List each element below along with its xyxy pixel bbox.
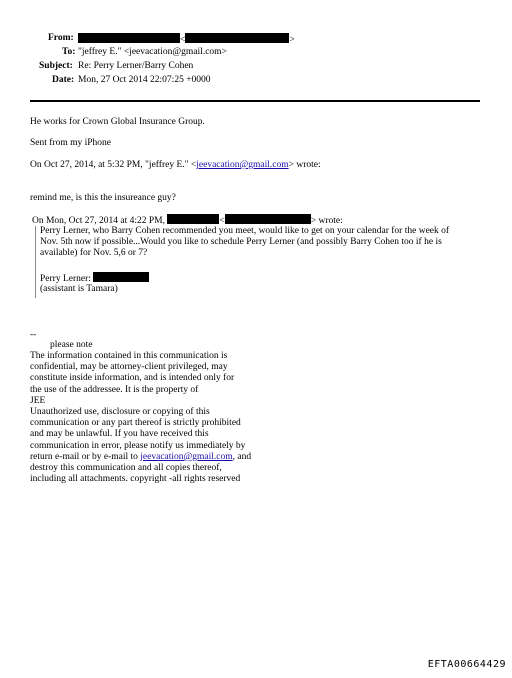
perry-line (40, 272, 149, 284)
document-id: EFTA00664429 (427, 659, 506, 670)
date-value: Mon, 27 Oct 2014 22:07:25 +0000 (78, 75, 211, 85)
quote-intro-prefix: On Oct 27, 2014, at 5:32 PM, "jeffrey E." < (30, 160, 197, 170)
disclaimer-line: communication or any part thereof is strictly prohibited (30, 418, 241, 429)
date-label: Date: (52, 75, 75, 85)
disclaimer-line: the use of the addressee. It is the property of (30, 384, 199, 395)
assistant-line: (assistant is Tamara) (40, 284, 118, 294)
signature-dashes: -- (30, 330, 37, 340)
to-label: To: (62, 47, 76, 57)
reply-text: remind me, is this the insureance guy? (30, 193, 176, 203)
email-link[interactable]: jeevacation@gmail.com (196, 160, 289, 170)
to-value: "jeffrey E." <jeevacation@gmail.com> (78, 47, 227, 57)
subject-value: Re: Perry Lerner/Barry Cohen (78, 61, 194, 71)
disclaimer-line: The information contained in this communication is (30, 351, 228, 361)
inner-intro-prefix: On Mon, Oct 27, 2014 at 4:22 PM, (32, 216, 165, 226)
inner-quote-intro (32, 214, 343, 226)
redaction-box (185, 33, 289, 43)
disclaimer-line: constitute inside information, and is intended only for (30, 373, 235, 384)
disclaimer-line: and may be unlawful. If you have received this (30, 429, 209, 440)
from-value: < > (78, 33, 295, 45)
disclaimer-line-email (30, 452, 251, 463)
disclaimer-suffix: , and (232, 451, 252, 462)
inner-line: available) for Nov. 5,6 or 7? (40, 248, 148, 259)
from-label: From: (48, 33, 74, 43)
inner-line: Perry Lerner, who Barry Cohen recommended you meet, would like to get on your calendar for the week of (40, 226, 450, 236)
inner-intro-suffix: > wrote: (310, 216, 343, 226)
redaction-box (167, 214, 219, 224)
disclaimer-line: confidential, may be attorney-client privileged, may (30, 362, 228, 373)
quote-bar (35, 226, 36, 298)
quote-intro-suffix: > wrote: (288, 160, 321, 170)
please-note: please note (50, 340, 93, 350)
lt-symbol: < (219, 216, 225, 226)
quote-intro (30, 160, 321, 170)
header-divider (30, 100, 480, 102)
body-line-2: Sent from my iPhone (30, 138, 112, 148)
inner-line: Nov. 5th now if possible...Would you like to schedule Perry Lerner (and possibly Barry Cohen too if he is (40, 237, 442, 248)
disclaimer-line: communication in error, please notify us immediately by (30, 440, 246, 451)
redaction-box (93, 272, 149, 282)
disclaimer-line: including all attachments. copyright -all rights reserved (30, 474, 241, 485)
redaction-box (78, 33, 180, 43)
disclaimer-line: destroy this communication and all copies thereof, (30, 463, 222, 474)
subject-label: Subject: (39, 61, 73, 71)
disclaimer (30, 351, 251, 485)
inner-quote-body (40, 226, 449, 260)
disclaimer-prefix: return e-mail or by e-mail to (30, 451, 141, 462)
body-line-1: He works for Crown Global Insurance Group. (30, 117, 205, 127)
disclaimer-line: Unauthorized use, disclosure or copying of this (30, 407, 210, 418)
redaction-box (225, 214, 311, 224)
perry-label: Perry Lerner: (40, 274, 91, 284)
disclaimer-line: JEE (30, 395, 46, 406)
email-link[interactable]: jeevacation@gmail.com (140, 451, 233, 462)
